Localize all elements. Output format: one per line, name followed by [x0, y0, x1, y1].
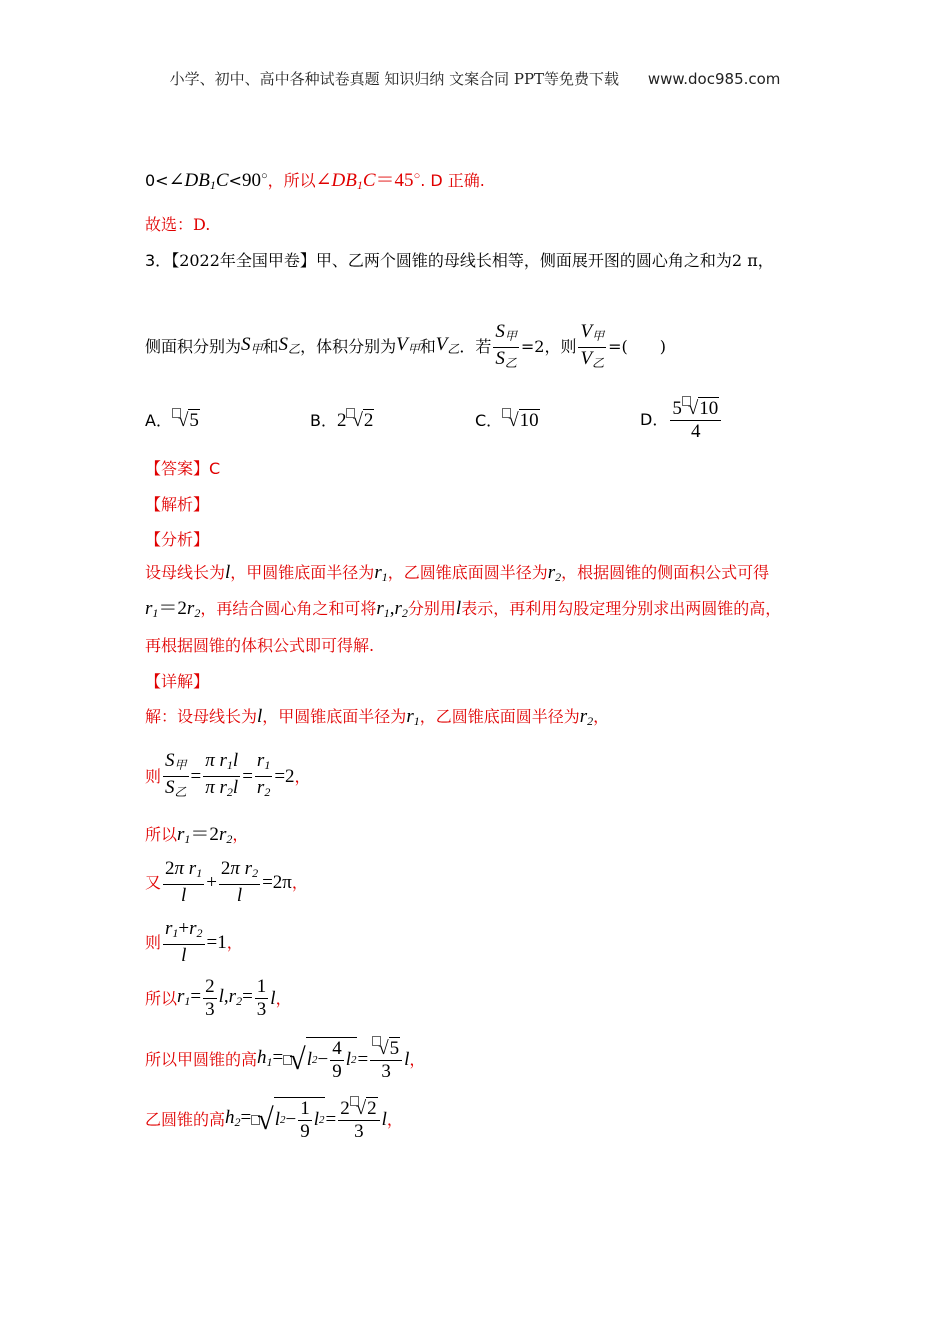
- detail-h1-line: 所以甲圆锥的高 $h_1=$ √ l 2 − $\frac{4}{9}$ l 2 = $\frac{√5}{3}$ l ，: [145, 1037, 426, 1082]
- page-header: [0, 68, 950, 89]
- option-b[interactable]: B．2 √2: [310, 410, 374, 431]
- prev-answer-line: 故选：D.: [145, 215, 211, 234]
- option-d[interactable]: D． $\frac{5 √10}{4}$: [640, 396, 723, 443]
- detail-h2-line: 乙圆锥的高 $h_2=$ √ l 2 − $\frac{1}{9}$ l 2 = $\frac{2 √2}{3}$ l ，: [145, 1097, 403, 1142]
- analysis-line1: 设母线长为l，甲圆锥底面半径为$r_1$，乙圆锥底面圆半径为$r_2$，根据圆锥的侧面积公式可得: [145, 562, 770, 584]
- analysis-line3: 再根据圆锥的体积公式即可得解.: [145, 636, 375, 655]
- detail-angle-line: 又 $\frac{2\pi r_1}{l}$ + $\frac{2\pi r_2}{l}$ =2π ，: [145, 858, 308, 906]
- answer-line: 【答案】C: [145, 459, 221, 478]
- analysis-line2: $r_1=2r_2$，再结合圆心角之和可将$r_1,r_2$分别用l表示，再利用勾股定理分别求出两圆锥的高，: [145, 598, 782, 620]
- option-a[interactable]: A． √5: [145, 410, 199, 431]
- prev-conclusion-line: $0<\angle DB_1C<90^○$，所以$\angle DB_1C=45^○$. D 正确.: [145, 170, 485, 192]
- detail-r1-line: 所以$r_1=2r_2$，: [145, 824, 249, 846]
- jiexi-heading: 【解析】: [145, 495, 210, 514]
- fenxi-heading: 【分析】: [145, 530, 210, 549]
- question-stem-line2: 侧面积分别为 $S_甲$ 和 $S_乙$ ，体积分别为 $V_甲$ 和 $V_乙$ ．若 $\frac{S_甲}{S_乙}$ =2，则 $\frac{V_甲}{V_乙}$ =( ): [145, 320, 666, 370]
- header-site-link[interactable]: www.doc985.com: [647, 70, 781, 88]
- detail-ratio-line: 则 $\frac{S_甲}{S_乙}$ = $\frac{\pi r_1l}{\pi r_2l}$ = $\frac{r_1}{r_2}$ =2 ，: [145, 750, 311, 799]
- detail-line1: 解：设母线长为l，甲圆锥底面半径为$r_1$，乙圆锥底面圆半径为$r_2$，: [145, 706, 610, 728]
- header-text: 小学、初中、高中各种试卷真题 知识归纳 文案合同 PPT等免费下载: [169, 70, 620, 88]
- question-stem-line1: 3．【2022年全国甲卷】甲、乙两个圆锥的母线长相等，侧面展开图的圆心角之和为2 π，: [145, 251, 774, 270]
- detail-radii-line: 所以 $r_1=$ $\frac{2}{3}$ $l,r_2=$ $\frac{1}{3}$ l ，: [145, 976, 292, 1020]
- xiangjie-heading: 【详解】: [145, 672, 210, 691]
- detail-sum-line: 则 $\frac{r_1+r_2}{l}$ =1 ，: [145, 918, 243, 966]
- option-c[interactable]: C． √10: [475, 410, 539, 431]
